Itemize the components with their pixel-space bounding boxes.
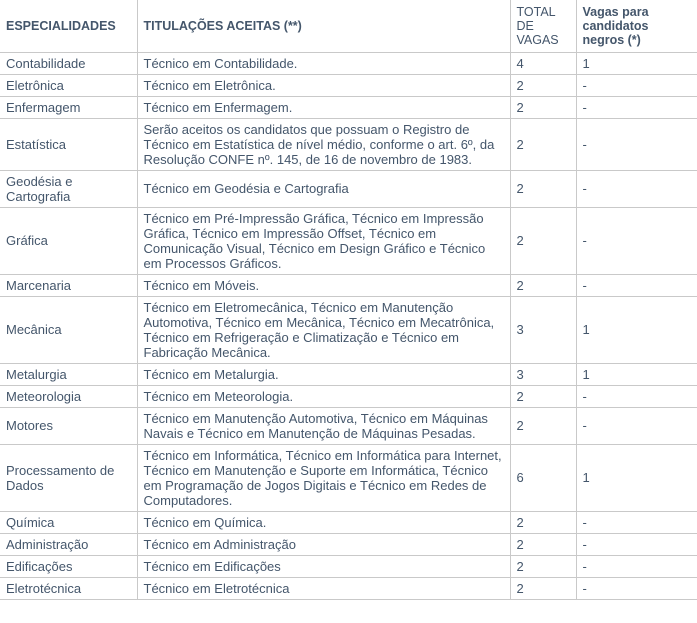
vagas-negros-cell: - (576, 407, 697, 444)
titulacoes-cell: Técnico em Contabilidade. (137, 52, 510, 74)
vagas-negros-cell: - (576, 96, 697, 118)
especialidade-cell: Meteorologia (0, 385, 137, 407)
table-row (0, 74, 697, 96)
table-row (0, 577, 697, 599)
especialidade-cell: Metalurgia (0, 363, 137, 385)
vagas-negros-cell: - (576, 118, 697, 170)
titulacoes-cell: Técnico em Informática, Técnico em Informática para Internet, Técnico em Manutenção e Suporte em Informática, Técnico em Programação de Jogos Digitais e Técnico em Redes de Computadores. (137, 444, 510, 511)
vagas-negros-cell: 1 (576, 444, 697, 511)
table-row (0, 533, 697, 555)
vagas-negros-cell: 1 (576, 296, 697, 363)
vagas-negros-cell: - (576, 533, 697, 555)
header-vagas-negros: Vagas para candidatos negros (*) (576, 0, 697, 52)
titulacoes-cell: Técnico em Química. (137, 511, 510, 533)
table-row (0, 274, 697, 296)
titulacoes-cell: Técnico em Enfermagem. (137, 96, 510, 118)
total-vagas-cell: 2 (510, 74, 576, 96)
vagas-negros-cell: - (576, 555, 697, 577)
table-row (0, 555, 697, 577)
especialidade-cell: Enfermagem (0, 96, 137, 118)
especialidade-cell: Motores (0, 407, 137, 444)
especialidade-cell: Edificações (0, 555, 137, 577)
total-vagas-cell: 2 (510, 385, 576, 407)
table-row (0, 96, 697, 118)
especialidade-cell: Mecânica (0, 296, 137, 363)
table-row (0, 296, 697, 363)
titulacoes-cell: Técnico em Móveis. (137, 274, 510, 296)
total-vagas-cell: 2 (510, 555, 576, 577)
titulacoes-cell: Técnico em Eletrotécnica (137, 577, 510, 599)
header-especialidades: ESPECIALIDADES (0, 0, 137, 52)
vagas-negros-cell: - (576, 385, 697, 407)
vagas-negros-cell: 1 (576, 363, 697, 385)
especialidade-cell: Eletrônica (0, 74, 137, 96)
total-vagas-cell: 4 (510, 52, 576, 74)
especialidade-cell: Processamento de Dados (0, 444, 137, 511)
total-vagas-cell: 2 (510, 274, 576, 296)
total-vagas-cell: 3 (510, 296, 576, 363)
header-row (0, 0, 697, 52)
especialidade-cell: Química (0, 511, 137, 533)
total-vagas-cell: 2 (510, 533, 576, 555)
total-vagas-cell: 2 (510, 577, 576, 599)
especialidade-cell: Estatística (0, 118, 137, 170)
table-row (0, 385, 697, 407)
table-header (0, 0, 697, 52)
especialidade-cell: Eletrotécnica (0, 577, 137, 599)
titulacoes-cell: Técnico em Metalurgia. (137, 363, 510, 385)
table-row (0, 170, 697, 207)
table-body (0, 52, 697, 599)
total-vagas-cell: 2 (510, 207, 576, 274)
vagas-negros-cell: - (576, 170, 697, 207)
especialidade-cell: Contabilidade (0, 52, 137, 74)
especialidade-cell: Geodésia e Cartografia (0, 170, 137, 207)
especialidade-cell: Marcenaria (0, 274, 137, 296)
titulacoes-cell: Técnico em Eletromecânica, Técnico em Manutenção Automotiva, Técnico em Mecânica, Técnico em Mecatrônica, Técnico em Refrigeração e Climatização e Técnico em Fabricação Mecânica. (137, 296, 510, 363)
especialidade-cell: Gráfica (0, 207, 137, 274)
total-vagas-cell: 2 (510, 170, 576, 207)
total-vagas-cell: 6 (510, 444, 576, 511)
titulacoes-cell: Técnico em Geodésia e Cartografia (137, 170, 510, 207)
vagas-negros-cell: 1 (576, 52, 697, 74)
table-row (0, 407, 697, 444)
table-row (0, 118, 697, 170)
header-total-vagas: TOTAL DE VAGAS (510, 0, 576, 52)
vagas-negros-cell: - (576, 511, 697, 533)
header-titulacoes: TITULAÇÕES ACEITAS (**) (137, 0, 510, 52)
titulacoes-cell: Serão aceitos os candidatos que possuam o Registro de Técnico em Estatística de nível médio, conforme o art. 6º, da Resolução CONFE nº. 145, de 16 de novembro de 1983. (137, 118, 510, 170)
vagas-negros-cell: - (576, 274, 697, 296)
table-row (0, 363, 697, 385)
total-vagas-cell: 2 (510, 118, 576, 170)
table-row (0, 444, 697, 511)
total-vagas-cell: 3 (510, 363, 576, 385)
table-row (0, 52, 697, 74)
total-vagas-cell: 2 (510, 511, 576, 533)
titulacoes-cell: Técnico em Pré-Impressão Gráfica, Técnico em Impressão Gráfica, Técnico em Impressão Offset, Técnico em Comunicação Visual, Técnico em Design Gráfico e Técnico em Processos Gráficos. (137, 207, 510, 274)
total-vagas-cell: 2 (510, 407, 576, 444)
total-vagas-cell: 2 (510, 96, 576, 118)
titulacoes-cell: Técnico em Edificações (137, 555, 510, 577)
titulacoes-cell: Técnico em Administração (137, 533, 510, 555)
vagas-negros-cell: - (576, 74, 697, 96)
especialidade-cell: Administração (0, 533, 137, 555)
vagas-negros-cell: - (576, 207, 697, 274)
table-row (0, 511, 697, 533)
titulacoes-cell: Técnico em Manutenção Automotiva, Técnico em Máquinas Navais e Técnico em Manutenção de Máquinas Pesadas. (137, 407, 510, 444)
table-row (0, 207, 697, 274)
titulacoes-cell: Técnico em Meteorologia. (137, 385, 510, 407)
titulacoes-cell: Técnico em Eletrônica. (137, 74, 510, 96)
vagas-negros-cell: - (576, 577, 697, 599)
